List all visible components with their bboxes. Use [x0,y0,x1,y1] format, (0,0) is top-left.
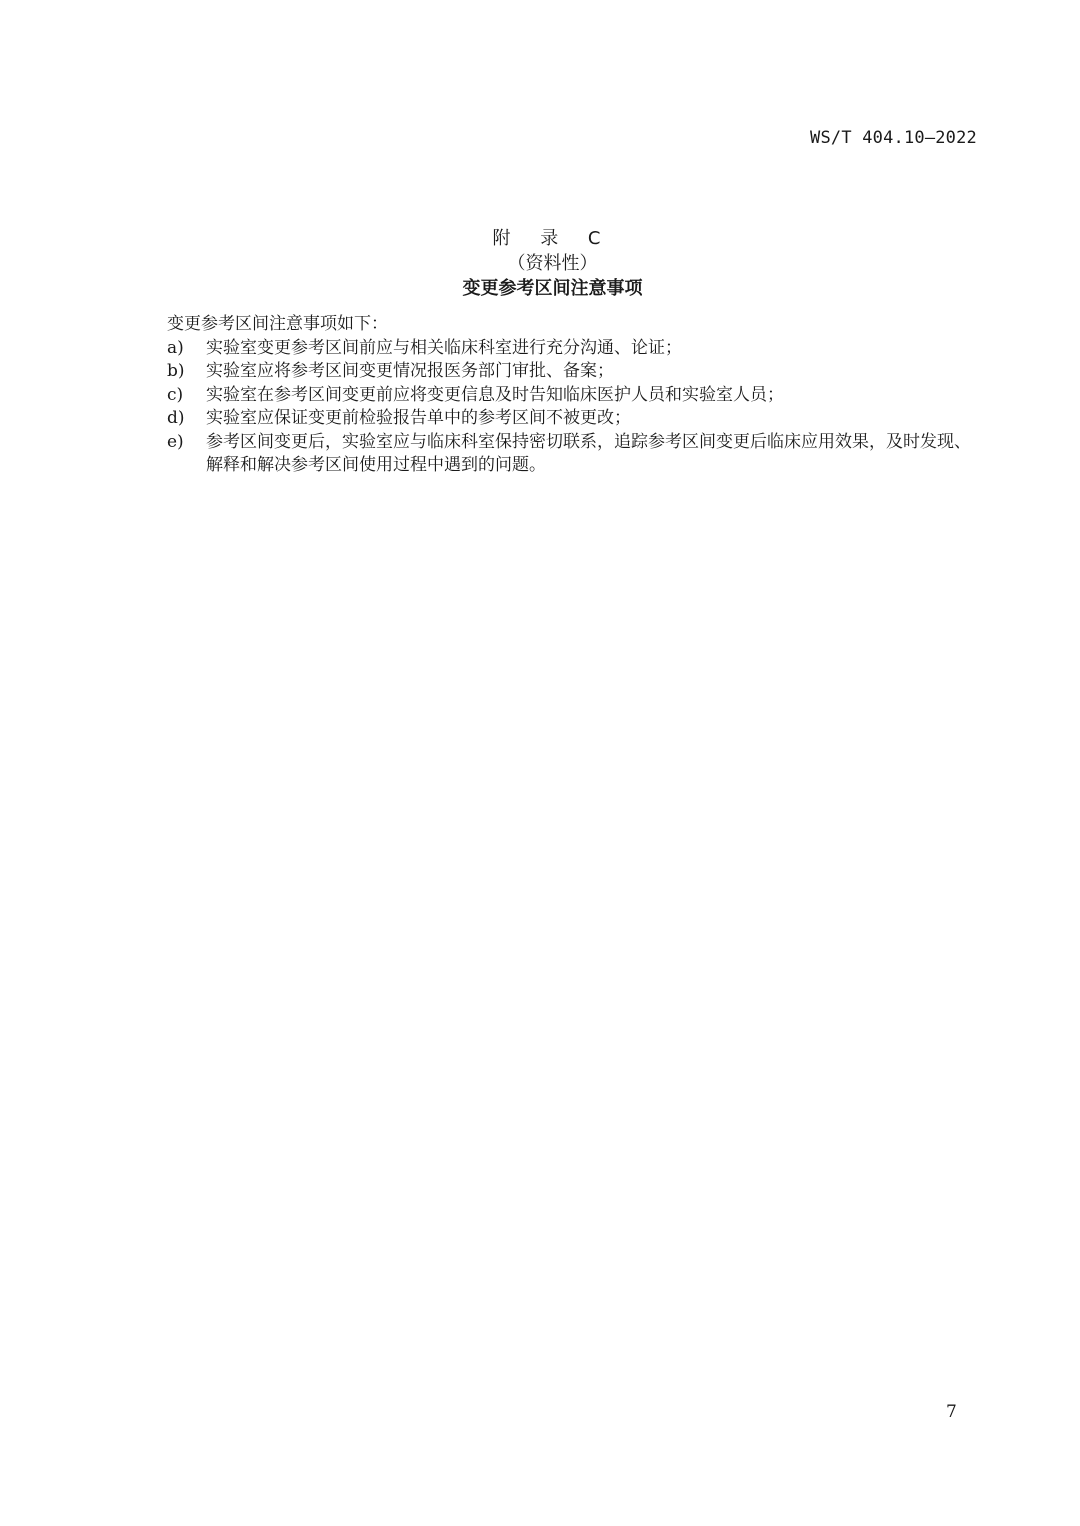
list-text: 实验室应保证变更前检验报告单中的参考区间不被更改； [206,408,631,428]
list-marker: b) [167,361,185,381]
list-item [167,431,979,478]
annex-nature: （资料性） [507,253,598,274]
list-marker: a) [167,337,184,358]
item-list [167,337,979,478]
annex-title: 变更参考区间注意事项 [462,278,643,299]
list-marker: e) [167,431,184,452]
list-text: 实验室应将参考区间变更情况报医务部门审批、备案； [206,361,614,381]
list-text: 实验室变更参考区间前应与相关临床科室进行充分沟通、论证； [206,337,682,358]
intro-paragraph: 变更参考区间注意事项如下： [167,314,388,334]
page-number: 7 [946,1402,957,1422]
list-text: 实验室在参考区间变更前应将变更信息及时告知临床医护人员和实验室人员； [206,384,784,405]
annex-label: 附 录 C [492,228,613,249]
list-marker: c) [167,384,184,405]
document-code: WS/T 404.10—2022 [810,128,977,148]
list-item [167,360,979,384]
list-item [167,337,979,361]
list-item [167,407,979,431]
list-marker: d) [167,408,185,428]
annex-heading [0,226,1080,301]
list-item [167,384,979,408]
list-text: 参考区间变更后，实验室应与临床科室保持密切联系，追踪参考区间变更后临床应用效果，及时发现、解释和解决参考区间使用过程中遇到的问题。 [206,431,971,475]
annex-body [167,313,979,478]
